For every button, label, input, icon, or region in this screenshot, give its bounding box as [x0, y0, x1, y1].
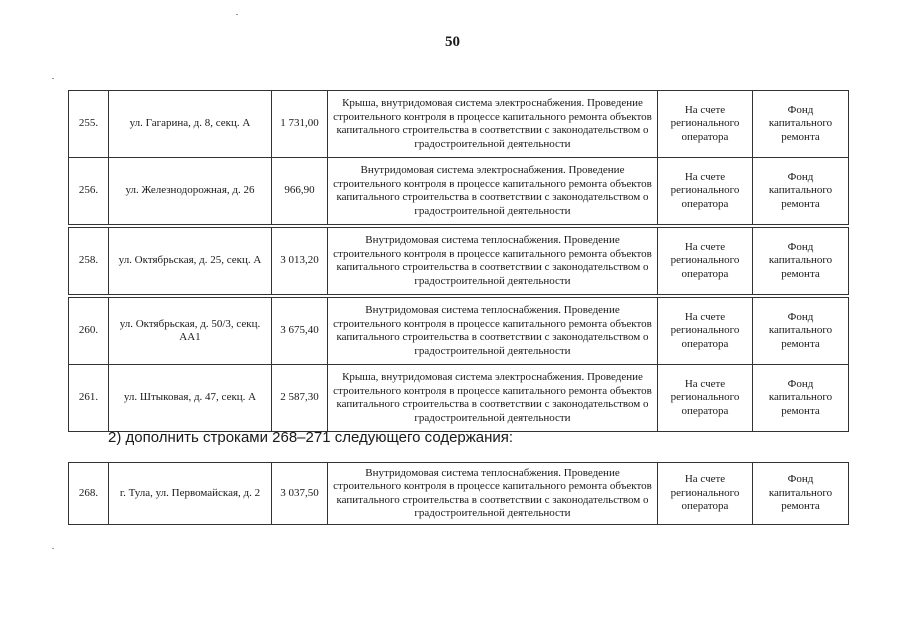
- row-number: 268.: [69, 463, 109, 525]
- row-address: г. Тула, ул. Первомайская, д. 2: [109, 463, 272, 525]
- row-fund-method: На счете регионального оператора: [658, 158, 753, 225]
- row-address: ул. Октябрьская, д. 25, секц. А: [109, 228, 272, 295]
- table-row: [69, 228, 849, 295]
- row-fund-source: Фонд капитального ремонта: [753, 463, 849, 525]
- row-fund-source: Фонд капитального ремонта: [753, 158, 849, 225]
- row-number: 256.: [69, 158, 109, 225]
- added-rows-table: [68, 462, 849, 525]
- row-fund-source: Фонд капитального ремонта: [753, 298, 849, 365]
- table-row: [69, 463, 849, 525]
- row-cost: 2 587,30: [272, 365, 328, 432]
- row-address: ул. Гагарина, д. 8, секц. А: [109, 91, 272, 158]
- scan-speck: [236, 14, 238, 15]
- row-address: ул. Штыковая, д. 47, секц. А: [109, 365, 272, 432]
- row-cost: 3 675,40: [272, 298, 328, 365]
- row-work-type: Внутридомовая система электроснабжения. Проведение строительного контроля в процессе капитального ремонта объектов капитального строительства в соответствии с законодательством о градостроительной деятельности: [328, 158, 658, 225]
- row-fund-source: Фонд капитального ремонта: [753, 228, 849, 295]
- row-cost: 3 037,50: [272, 463, 328, 525]
- row-address: ул. Октябрьская, д. 50/3, секц. АА1: [109, 298, 272, 365]
- page-number: 50: [445, 34, 460, 50]
- row-fund-source: Фонд капитального ремонта: [753, 91, 849, 158]
- scan-speck: [52, 548, 54, 549]
- repair-table: [68, 90, 849, 432]
- table-row: [69, 365, 849, 432]
- row-fund-method: На счете регионального оператора: [658, 463, 753, 525]
- row-cost: 966,90: [272, 158, 328, 225]
- row-cost: 1 731,00: [272, 91, 328, 158]
- row-address: ул. Железнодорожная, д. 26: [109, 158, 272, 225]
- row-fund-source: Фонд капитального ремонта: [753, 365, 849, 432]
- row-work-type: Крыша, внутридомовая система электроснабжения. Проведение строительного контроля в процессе капитального ремонта объектов капитального строительства в соответствии с законодательством о градостроительной деятельности: [328, 91, 658, 158]
- row-fund-method: На счете регионального оператора: [658, 91, 753, 158]
- row-cost: 3 013,20: [272, 228, 328, 295]
- row-work-type: Внутридомовая система теплоснабжения. Проведение строительного контроля в процессе капитального ремонта объектов капитального строительства в соответствии с законодательством о градостроительной деятельности: [328, 228, 658, 295]
- row-work-type: Крыша, внутридомовая система электроснабжения. Проведение строительного контроля в процессе капитального ремонта объектов капитального строительства в соответствии с законодательством о градостроительной деятельности: [328, 365, 658, 432]
- row-fund-method: На счете регионального оператора: [658, 298, 753, 365]
- amendment-instruction: 2) дополнить строками 268–271 следующего содержания:: [108, 429, 514, 446]
- row-number: 260.: [69, 298, 109, 365]
- row-number: 258.: [69, 228, 109, 295]
- row-number: 261.: [69, 365, 109, 432]
- row-fund-method: На счете регионального оператора: [658, 365, 753, 432]
- row-work-type: Внутридомовая система теплоснабжения. Проведение строительного контроля в процессе капитального ремонта объектов капитального строительства в соответствии с законодательством о градостроительной деятельности: [328, 463, 658, 525]
- row-work-type: Внутридомовая система теплоснабжения. Проведение строительного контроля в процессе капитального ремонта объектов капитального строительства в соответствии с законодательством о градостроительной деятельности: [328, 298, 658, 365]
- row-number: 255.: [69, 91, 109, 158]
- row-fund-method: На счете регионального оператора: [658, 228, 753, 295]
- scan-speck: [52, 78, 54, 79]
- table-row: [69, 91, 849, 158]
- table-row: [69, 158, 849, 225]
- table-row: [69, 298, 849, 365]
